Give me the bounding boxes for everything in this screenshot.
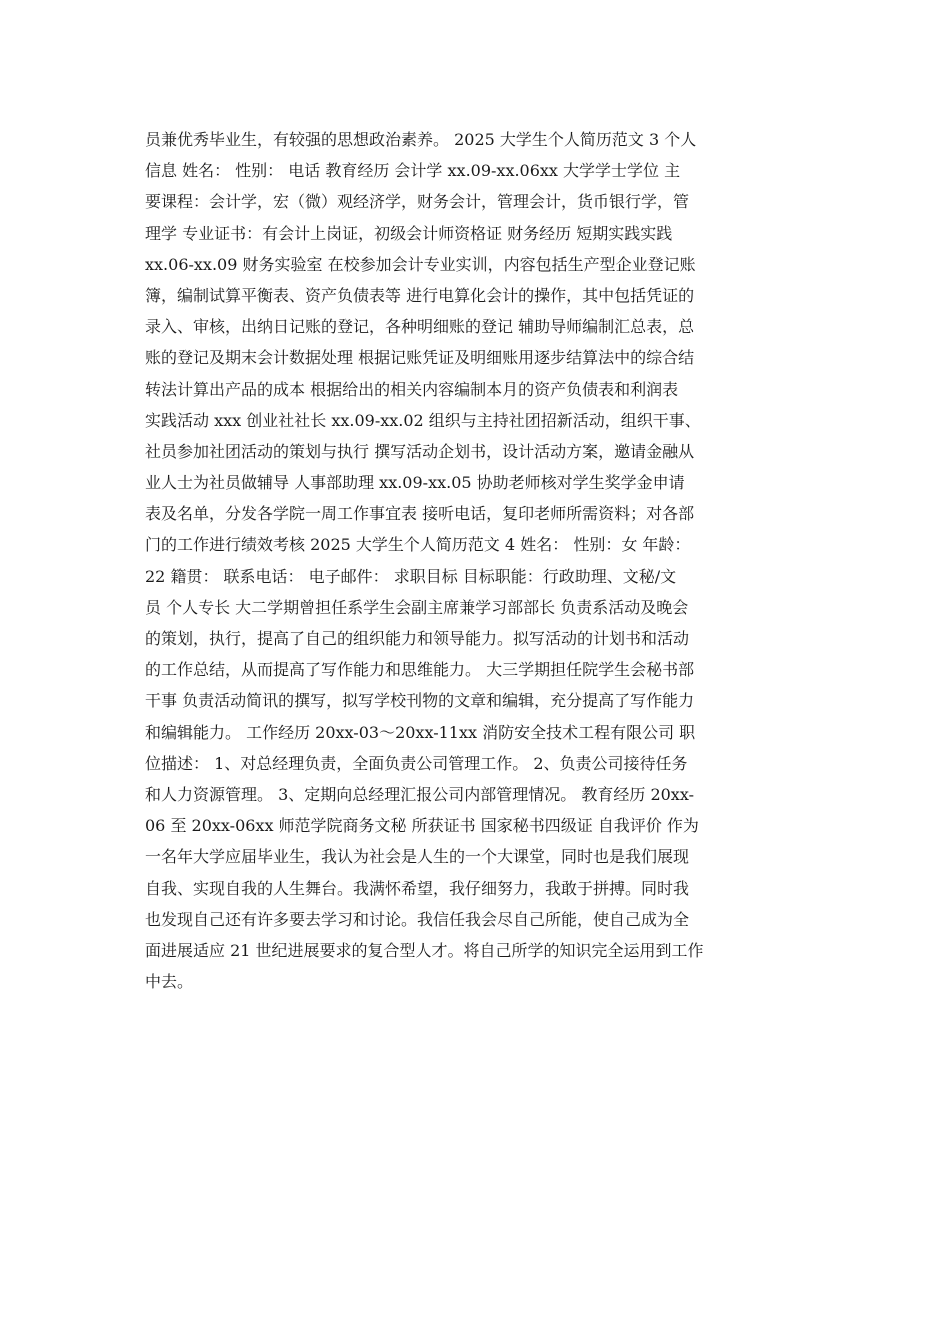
text-line: 06 至 20xx-06xx 师范学院商务文秘 所获证书 国家秘书四级证 自我评价 作为	[145, 816, 699, 836]
text-line: 要课程：会计学，宏（微）观经济学，财务会计，管理会计，货币银行学，管	[145, 192, 690, 212]
text-line: 员兼优秀毕业生，有较强的思想政治素养。 2025 大学生个人简历范文 3 个人	[145, 130, 697, 149]
text-line: 和编辑能力。 工作经历 20xx-03～20xx-11xx 消防安全技术工程有限公司 职	[145, 722, 696, 742]
text-line: 簿，编制试算平衡表、资产负债表等 进行电算化会计的操作，其中包括凭证的	[145, 285, 695, 305]
text-line: 门的工作进行绩效考核 2025 大学生个人简历范文 4 姓名： 性别：女 年龄：	[145, 535, 691, 555]
text-line: 实践活动 xxx 创业社社长 xx.09-xx.02 组织与主持社团招新活动，组织干事、	[145, 410, 701, 430]
text-line: 的策划，执行，提高了自己的组织能力和领导能力。拟写活动的计划书和活动	[145, 629, 690, 648]
text-line: 录入、审核，出纳日记账的登记，各种明细账的登记 辅助导师编制汇总表，总	[145, 317, 695, 337]
text-line: 和人力资源管理。 3、定期向总经理汇报公司内部管理情况。 教育经历 20xx-	[145, 784, 694, 804]
text-line: 22 籍贯： 联系电话： 电子邮件： 求职目标 目标职能：行政助理、文秘/文	[145, 566, 677, 586]
text-line: 中去。	[145, 972, 194, 992]
text-line: 干事 负责活动简讯的撰写，拟写学校刊物的文章和编辑，充分提高了写作能力	[145, 691, 695, 711]
text-line: 业人士为社员做辅导 人事部助理 xx.09-xx.05 协助老师核对学生奖学金申请	[145, 473, 685, 493]
text-line: 自我、实现自我的人生舞台。我满怀希望，我仔细努力，我敢于拼搏。同时我	[145, 878, 690, 898]
text-line: 的工作总结，从而提高了写作能力和思维能力。 大三学期担任院学生会秘书部	[145, 660, 695, 680]
text-line: 面进展适应 21 世纪进展要求的复合型人才。将自己所学的知识完全运用到工作	[145, 940, 704, 960]
text-line: 账的登记及期末会计数据处理 根据记账凭证及明细账用逐步结算法中的综合结	[145, 348, 695, 368]
text-line: 表及名单，分发各学院一周工作事宜表 接听电话，复印老师所需资料；对各部	[145, 504, 695, 524]
text-line: 转法计算出产品的成本 根据给出的相关内容编制本月的资产负债表和利润表	[145, 379, 679, 399]
text-line: 位描述： 1、对总经理负责，全面负责公司管理工作。 2、负责公司接待任务	[145, 753, 688, 773]
text-line: 员 个人专长 大二学期曾担任系学生会副主席兼学习部部长 负责系活动及晚会	[145, 597, 689, 617]
text-line: 社员参加社团活动的策划与执行 撰写活动企划书，设计活动方案，邀请金融从	[145, 441, 695, 461]
text-line: xx.06-xx.09 财务实验室 在校参加会计专业实训，内容包括生产型企业登记账	[145, 254, 696, 274]
body-text	[145, 124, 815, 997]
text-line: 理学 专业证书：有会计上岗证，初级会计师资格证 财务经历 短期实践实践	[145, 223, 673, 243]
text-line: 也发现自己还有许多要去学习和讨论。我信任我会尽自己所能，使自己成为全	[145, 909, 690, 929]
text-line: 信息 姓名： 性别： 电话 教育经历 会计学 xx.09-xx.06xx 大学学士学位 主	[145, 161, 681, 181]
text-line: 一名年大学应届毕业生，我认为社会是人生的一个大课堂，同时也是我们展现	[145, 847, 690, 867]
